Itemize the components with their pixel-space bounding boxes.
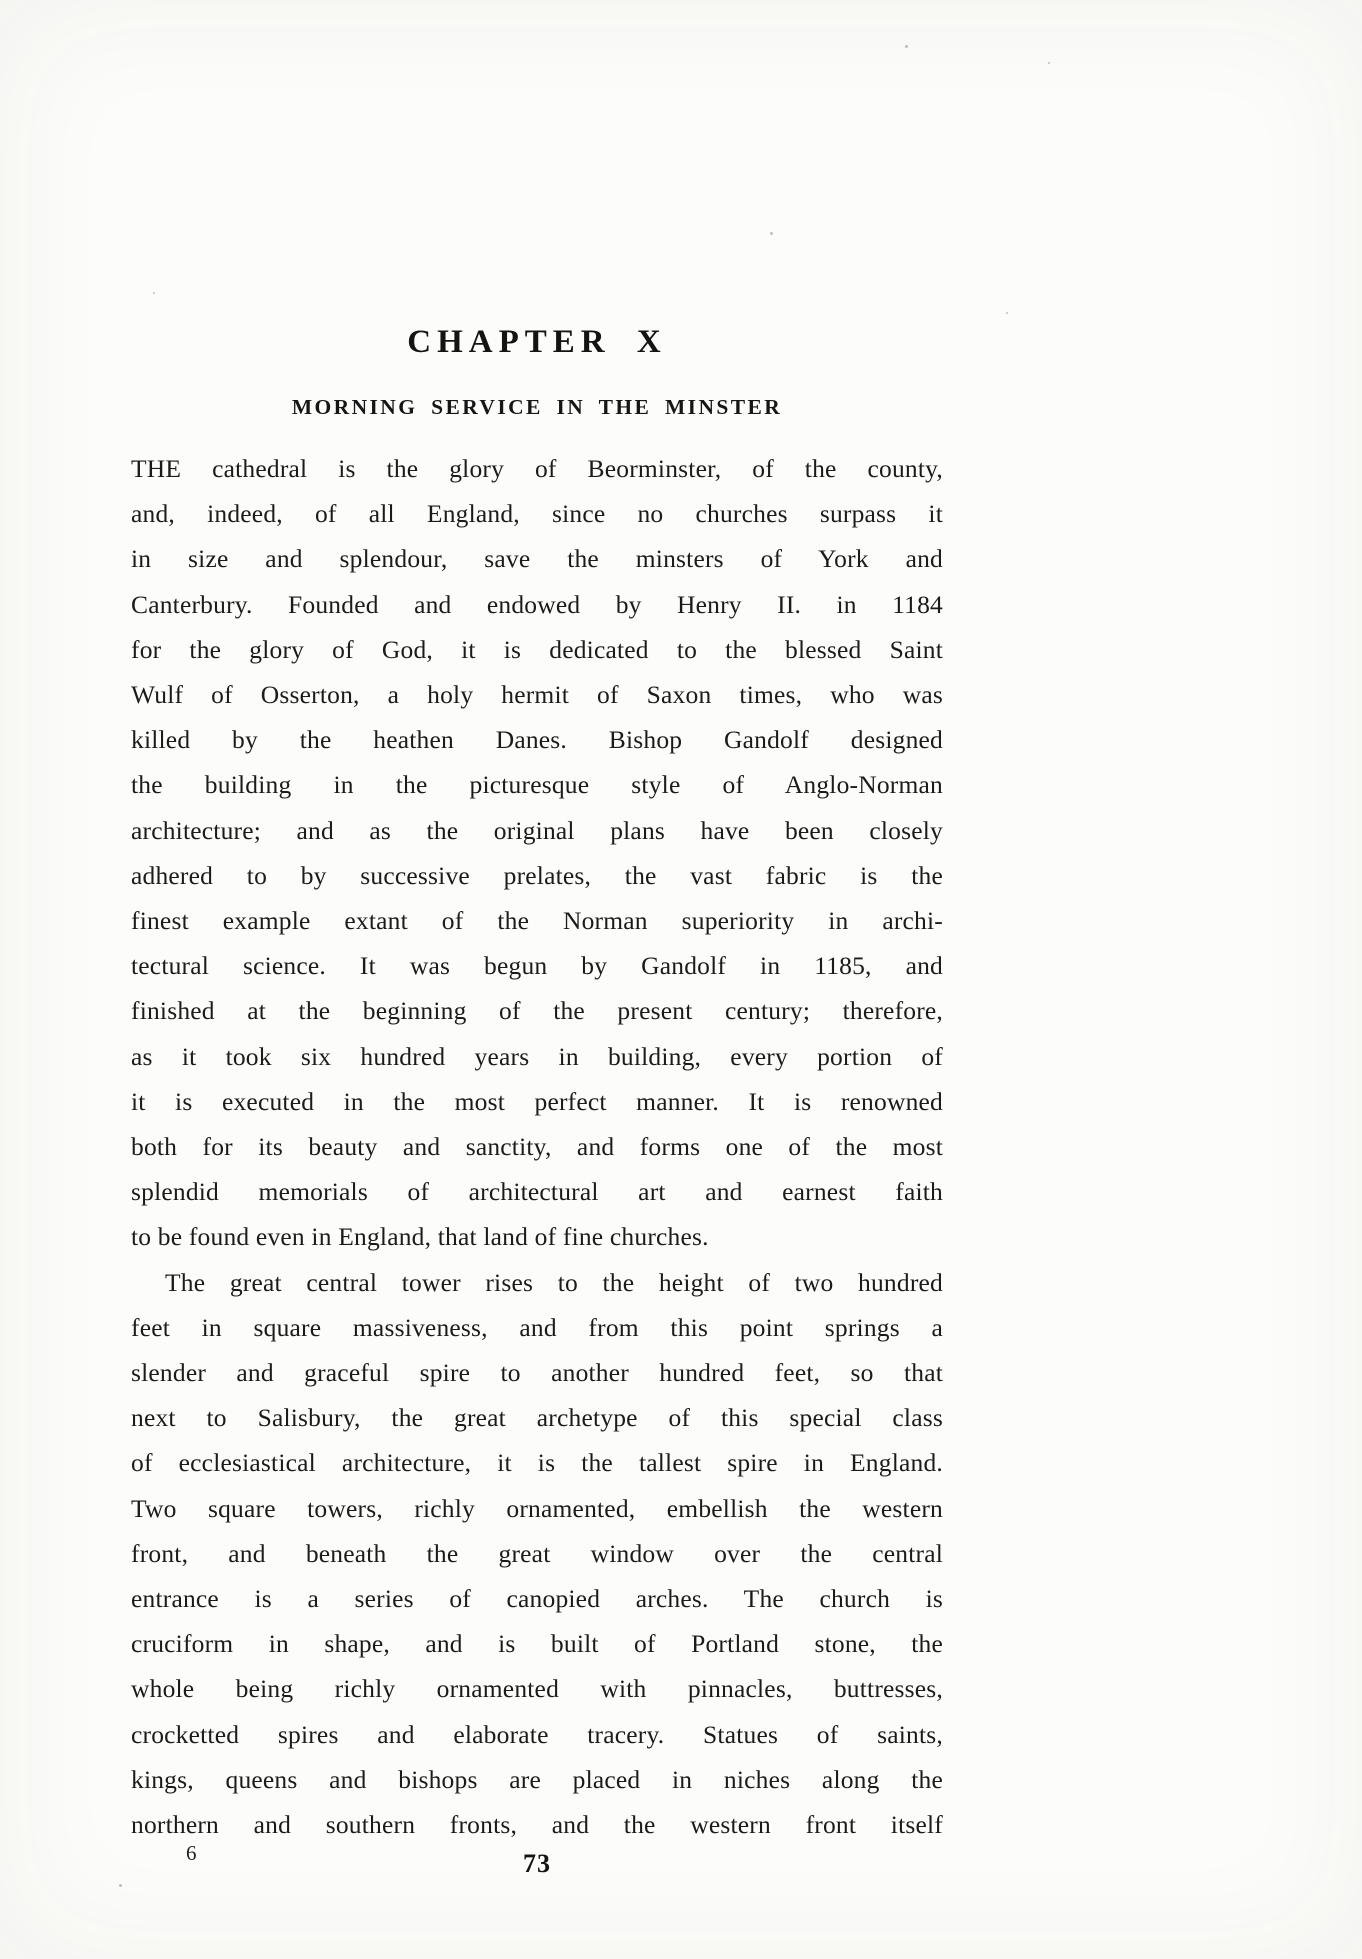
text-line: it is executed in the most perfect manner. It is renowned bbox=[131, 1086, 943, 1116]
text-line: killed by the heathen Danes. Bishop Gandolf designed bbox=[131, 725, 943, 755]
text-line: for the glory of God, it is dedicated to the blessed Saint bbox=[131, 634, 943, 664]
signature-mark: 6 bbox=[186, 1841, 197, 1865]
scan-speck bbox=[1048, 62, 1050, 64]
text-line: whole being richly ornamented with pinnacles, buttresses, bbox=[131, 1674, 943, 1704]
text-line: finished at the beginning of the present century; therefore, bbox=[131, 996, 943, 1026]
scan-speck bbox=[1006, 312, 1008, 314]
text-line: next to Salisbury, the great archetype of this special class bbox=[131, 1403, 943, 1433]
text-line: front, and beneath the great window over the central bbox=[131, 1538, 943, 1568]
scan-speck bbox=[905, 45, 908, 48]
text-line: Wulf of Osserton, a holy hermit of Saxon times, who was bbox=[131, 680, 943, 710]
text-line: in size and splendour, save the minsters of York and bbox=[131, 544, 943, 574]
text-line: of ecclesiastical architecture, it is the tallest spire in England. bbox=[131, 1448, 943, 1478]
text-line: architecture; and as the original plans have been closely bbox=[131, 815, 943, 845]
text-line: finest example extant of the Norman superiority in archi- bbox=[131, 906, 943, 936]
text-line: crocketted spires and elaborate tracery. Statues of saints, bbox=[131, 1719, 943, 1749]
text-line: Two square towers, richly ornamented, embellish the western bbox=[131, 1493, 943, 1523]
text-line: cruciform in shape, and is built of Portland stone, the bbox=[131, 1629, 943, 1659]
scan-speck bbox=[153, 292, 155, 294]
text-line: slender and graceful spire to another hundred feet, so that bbox=[131, 1358, 943, 1388]
text-line: both for its beauty and sanctity, and forms one of the most bbox=[131, 1132, 943, 1162]
text-line: Canterbury. Founded and endowed by Henry II. in 1184 bbox=[131, 589, 943, 619]
text-line: THE cathedral is the glory of Beorminster, of the county, bbox=[131, 454, 943, 483]
text-line: as it took six hundred years in building, every portion of bbox=[131, 1041, 943, 1071]
text-line: The great central tower rises to the height of two hundred bbox=[165, 1267, 943, 1297]
text-line: entrance is a series of canopied arches. The church is bbox=[131, 1584, 943, 1614]
chapter-heading: CHAPTER X bbox=[407, 324, 667, 360]
section-title: MORNING SERVICE IN THE MINSTER bbox=[291, 395, 783, 419]
text-line: feet in square massiveness, and from this point springs a bbox=[131, 1312, 943, 1342]
text-line: northern and southern fronts, and the western front itself bbox=[131, 1810, 943, 1840]
text-line: the building in the picturesque style of Anglo-Norman bbox=[131, 770, 943, 800]
scan-speck bbox=[119, 1884, 122, 1887]
text-line: kings, queens and bishops are placed in niches along the bbox=[131, 1764, 943, 1794]
body-text bbox=[131, 446, 943, 1847]
scan-speck bbox=[770, 232, 773, 235]
text-line: to be found even in England, that land of fine churches. bbox=[131, 1222, 709, 1252]
text-column bbox=[131, 0, 943, 1847]
text-line: and, indeed, of all England, since no churches surpass it bbox=[131, 499, 943, 529]
paragraph-1 bbox=[131, 446, 943, 1260]
text-line: splendid memorials of architectural art and earnest faith bbox=[131, 1177, 943, 1207]
paragraph-2 bbox=[131, 1260, 943, 1848]
text-line: adhered to by successive prelates, the vast fabric is the bbox=[131, 860, 943, 890]
page-number: 73 bbox=[523, 1849, 551, 1878]
text-line: tectural science. It was begun by Gandolf in 1185, and bbox=[131, 951, 943, 981]
